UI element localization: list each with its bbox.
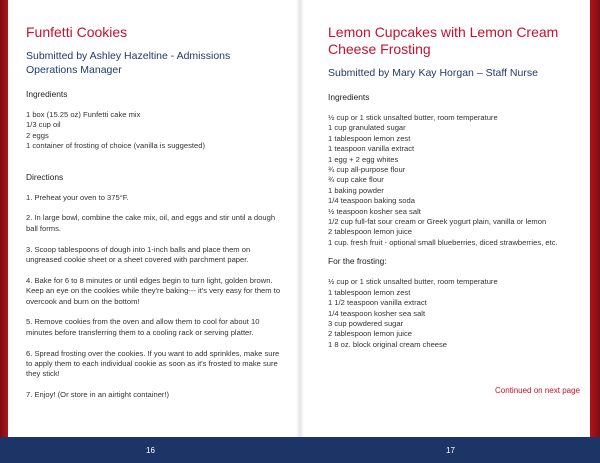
ingredients-heading: Ingredients bbox=[26, 89, 68, 99]
ingredient-line: 1 tablespoon lemon zest bbox=[328, 133, 411, 143]
submitted-by: Submitted by Mary Kay Horgan – Staff Nurse bbox=[328, 67, 538, 79]
footer-bar bbox=[0, 437, 600, 463]
submitted-by: Submitted by Ashley Hazeltine - Admissions Operations Manager bbox=[26, 50, 231, 76]
ingredient-line: ½ teaspoon kosher sea salt bbox=[328, 206, 421, 216]
page-number-left: 16 bbox=[146, 446, 155, 455]
ingredients-list bbox=[26, 110, 282, 152]
frosting-line: ½ cup or 1 stick unsalted butter, room temperature bbox=[328, 277, 498, 287]
frosting-line: 1 1/2 teaspoon vanilla extract bbox=[328, 298, 427, 308]
ingredient-line: 1 cup granulated sugar bbox=[328, 123, 406, 133]
ingredient-line: 1 box (15.25 oz) Funfetti cake mix bbox=[26, 110, 141, 119]
ingredient-line: 1 container of frosting of choice (vanilla is suggested) bbox=[26, 141, 205, 151]
ingredient-line: 1 cup. fresh fruit - optional small blueberries, diced strawberries, etc. bbox=[328, 237, 558, 247]
ingredient-line: 1/4 teaspoon baking soda bbox=[328, 196, 415, 206]
direction-step: 3. Scoop tablespoons of dough into 1-inch balls and place them on ungreased cookie sheet or a sheet covered with parchment paper. bbox=[26, 244, 251, 265]
direction-step: 4. Bake for 6 to 8 minutes or until edges begin to turn light, golden brown. Keep an eye on the cookies while they're baking--- it's very easy for them to overcook and burn on the bottom! bbox=[26, 275, 281, 306]
frosting-list bbox=[328, 277, 582, 350]
directions-list bbox=[26, 193, 282, 401]
frosting-line: 1 tablespoon lemon zest bbox=[328, 287, 411, 297]
direction-step: 7. Enjoy! (Or store in an airtight container!) bbox=[26, 390, 170, 400]
recipe-title: Funfetti Cookies bbox=[26, 24, 128, 40]
ingredient-line: 1 egg + 2 egg whites bbox=[328, 154, 399, 164]
directions-heading: Directions bbox=[26, 171, 64, 182]
ingredient-line: ¾ cup all-purpose flour bbox=[328, 165, 406, 175]
frosting-line: 3 cup powdered sugar bbox=[328, 318, 404, 328]
direction-step: 6. Spread frosting over the cookies. If you want to add sprinkles, make sure to apply them to each individual cookie as soon as it's frosted to make sure they stick! bbox=[26, 348, 280, 379]
ingredient-line: 2 tablespoon lemon juice bbox=[328, 227, 413, 237]
frosting-heading: For the frosting: bbox=[328, 256, 387, 267]
direction-step: 1. Preheat your oven to 375°F. bbox=[26, 192, 129, 202]
ingredient-line: ¾ cup cake flour bbox=[328, 175, 384, 185]
direction-step: 2. In large bowl, combine the cake mix, oil, and eggs and stir until a dough ball forms. bbox=[26, 213, 276, 233]
ingredient-line: 1/2 cup full-fat sour cream or Greek yogurt plain, vanilla or lemon bbox=[328, 217, 547, 227]
page-number-right: 17 bbox=[446, 446, 455, 455]
ingredients-list bbox=[328, 113, 582, 248]
continued-note: Continued on next page bbox=[495, 386, 580, 395]
ingredients-heading: Ingredients bbox=[328, 92, 370, 102]
recipe-title: Lemon Cupcakes with Lemon Cream Cheese Frosting bbox=[328, 24, 559, 57]
direction-step: 5. Remove cookies from the oven and allow them to cool for about 10 minutes before transferring them to a cooling rack or serving platter. bbox=[26, 317, 260, 337]
ingredient-line: 1/3 cup oil bbox=[26, 120, 61, 130]
frosting-line: 1/4 teaspoon kosher sea salt bbox=[328, 308, 426, 318]
page-17 bbox=[300, 0, 600, 437]
ingredient-line: 1 baking powder bbox=[328, 185, 384, 195]
frosting-line: 1 8 oz. block original cream cheese bbox=[328, 339, 448, 349]
ingredient-line: 1 teaspoon vanilla extract bbox=[328, 144, 415, 154]
page-16 bbox=[0, 0, 300, 437]
ingredient-line: ½ cup or 1 stick unsalted butter, room temperature bbox=[328, 113, 498, 122]
frosting-line: 2 tablespoon lemon juice bbox=[328, 329, 413, 339]
ingredient-line: 2 eggs bbox=[26, 130, 49, 140]
